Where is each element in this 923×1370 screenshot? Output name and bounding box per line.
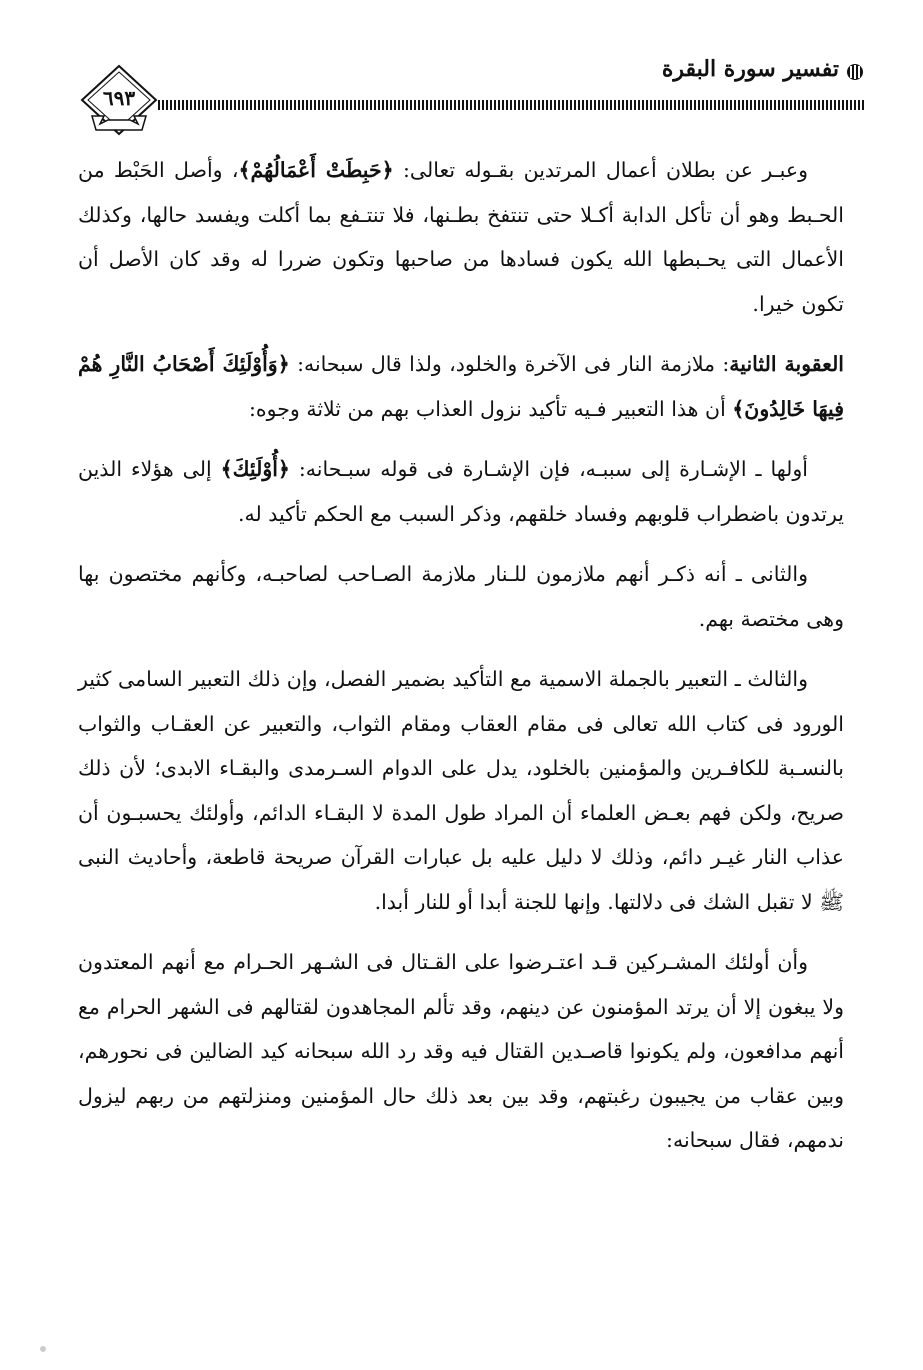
quran-verse: ﴿أُوْلَئِكَ﴾ [220, 457, 290, 481]
scan-speck [40, 1346, 46, 1352]
page-number: ٦٩٣ [102, 86, 136, 110]
paragraph-6 [78, 940, 844, 1163]
paragraph-2 [78, 342, 844, 431]
quran-verse: ﴿وَأُوْلَئِكَ أَصْحَابُ النَّارِ هُمْ فِيهَا خَالِدُونَ﴾ [78, 352, 844, 421]
text-segment: والثالث ـ التعبير بالجملة الاسمية مع التأكيد بضمير الفصل، وإن ذلك التعبير السامى كثير الورود فى كتاب الله تعالى فى مقام العقاب ومقام الثواب، والتعبير عن العقـاب والثواب بالنسـبة للكافـرين والمؤمنين بالخلود، يدل على الدوام السـرمدى والبقـاء الابدى؛ لأن ذلك صريح، ولكن فهم بعـض العلماء أن المراد طول المدة لا البقـاء الدائم، وأولئك يحسبـون أن عذاب النار غيـر دائم، وذلك لا دليل عليه بل عبارات القرآن صريحة قاطعة، وأحاديث النبى ﷺ لا تقبل الشك فى دلالتها. وإنها للجنة أبدا أو للنار أبدا. [78, 667, 844, 914]
header-rule [158, 100, 865, 110]
running-header-title: تفسير سورة البقرة [661, 56, 839, 82]
text-segment: : ملازمة النار فى الآخرة والخلود، ولذا قال سبحانه: [289, 352, 730, 376]
text-segment: ، وأصل الحَبْط من الحـبط وهو أن تأكل الدابة أكـلا حتى تنتفخ بطـنها، فلا تنتـفع بما أكلت ويفسد حالها، وكذلك الأعمال التى يحـبطها الله يكون فسادها من صاحبها وتكون ضررا له وقد كان الأصل أن تكون خيرا. [78, 158, 844, 316]
header-ornament-icon [845, 62, 865, 82]
paragraph-4 [78, 552, 844, 641]
text-segment: أن هذا التعبير فـيه تأكيد نزول العذاب بهم من ثلاثة وجوه: [249, 396, 733, 421]
paragraph-5 [78, 657, 844, 924]
text-segment: أولها ـ الإشـارة إلى سببـه، فإن الإشـارة فى قوله سبـحانه: [289, 457, 809, 481]
quran-verse: ﴿حَبِطَتْ أَعْمَالُهُمْ﴾ [238, 158, 394, 182]
text-segment: إلى هؤلاء الذين يرتدون باضطراب قلوبهم وفساد خلقهم، وذكر السبب مع الحكم تأكيد له. [78, 457, 844, 526]
paragraph-3 [78, 447, 844, 536]
page-body [78, 148, 844, 1179]
text-segment: وعبـر عن بطلان أعمال المرتدين بقـوله تعالى: [393, 158, 808, 182]
section-lead: العقوبة الثانية [729, 352, 845, 376]
paragraph-1 [78, 148, 844, 326]
text-segment: والثانى ـ أنه ذكـر أنهم ملازمون للـنار ملازمة الصـاحب لصاحبـه، وكأنهم مختصون بها وهى مختصة بهم. [78, 562, 844, 631]
text-segment: وأن أولئك المشـركين قـد اعتـرضوا على القـتال فى الشـهر الحـرام مع أنهم المعتدون ولا يبغون إلا أن يرتد المؤمنون عن دينهم، وقد تألم المجاهدون لقتالهم فى الشهر الحرام مع أنهم مدافعون، ولم يكونوا قاصـدين القتال فيه وقد رد الله سبحانه كيد الضالين فى نحورهم، وبين عقاب من يجيبون رغبتهم، وقد بين بعد ذلك حال المؤمنين ومنزلتهم من ربهم ليزول ندمهم، فقال سبحانه: [78, 950, 844, 1152]
